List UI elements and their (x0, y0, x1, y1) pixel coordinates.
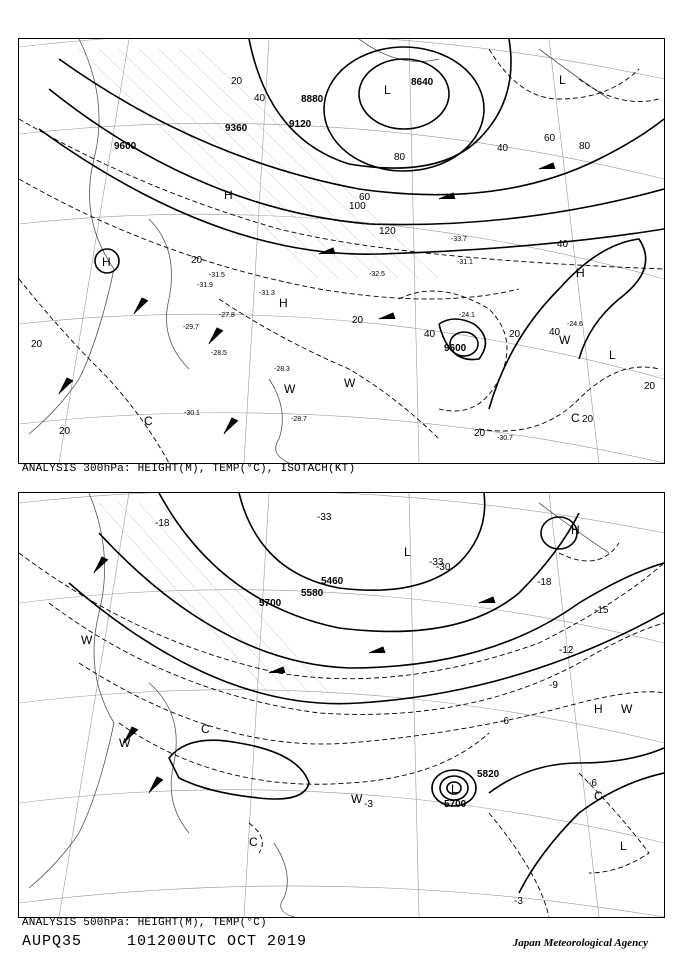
isotach-label: 80 (394, 152, 406, 163)
isotach-label: 20 (509, 329, 521, 340)
warm-center: W (344, 376, 356, 390)
temp-label: -28.5 (211, 350, 227, 357)
temp-label-group (183, 236, 583, 442)
isotach-label: 20 (191, 255, 203, 266)
temp-label: -33 (429, 557, 444, 568)
temp-label: -29.7 (183, 324, 199, 331)
warm-center: W (284, 382, 296, 396)
cold-center: C (201, 722, 210, 736)
isotach-label: 40 (254, 93, 266, 104)
temp-label: -3 (364, 799, 373, 810)
map-300hpa (19, 39, 664, 463)
cold-center: C (249, 835, 258, 849)
height-label: 5820 (477, 769, 500, 780)
cold-center: C (571, 411, 580, 425)
height-label: 5580 (301, 588, 324, 599)
height-label: 5700 (259, 598, 282, 609)
high-center: H (594, 702, 603, 716)
wind-barbs (59, 163, 555, 434)
temp-label: -27.8 (219, 312, 235, 319)
coastlines (29, 493, 609, 917)
chart-id: AUPQ35 (22, 933, 83, 950)
warm-center: W (351, 792, 363, 806)
graticule (19, 39, 664, 463)
high-center: H (576, 266, 585, 280)
height-label: 8640 (411, 77, 434, 88)
map-500hpa (19, 493, 664, 917)
chart-300hpa (18, 38, 665, 464)
high-center: H (279, 296, 288, 310)
temp-label: -6 (588, 778, 597, 789)
temp-label: -31.3 (259, 290, 275, 297)
high-center: H (571, 523, 580, 537)
temp-label: -24.1 (459, 312, 475, 319)
isotach-label: 20 (59, 426, 71, 437)
low-center: L (451, 782, 458, 796)
temp-label: -31.1 (457, 259, 473, 266)
isotach-label: 120 (379, 226, 396, 237)
agency-name: Japan Meteorological Agency (512, 937, 648, 949)
warm-center: W (119, 736, 131, 750)
hatch-region (99, 503, 329, 693)
temp-label: -32.5 (369, 271, 385, 278)
isotach-label: 20 (352, 315, 364, 326)
low-center: L (620, 839, 627, 853)
temp-label: -24.6 (567, 321, 583, 328)
height-label: 9360 (225, 123, 248, 134)
low-center: L (404, 545, 411, 559)
isotach-label: 80 (579, 141, 591, 152)
pressure-centers (102, 73, 616, 428)
height-label: 5700 (444, 799, 467, 810)
warm-center: W (559, 333, 571, 347)
height-label: 9600 (114, 141, 137, 152)
isotach-temp-lines (19, 49, 664, 463)
temp-label: -6 (500, 716, 509, 727)
high-center: H (102, 255, 111, 269)
isotach-label: 60 (544, 133, 556, 144)
cold-center: C (594, 789, 603, 803)
temp-label: -9 (549, 680, 558, 691)
temp-label: -28.7 (291, 416, 307, 423)
valid-time: 101200UTC OCT 2019 (127, 933, 308, 950)
temp-label: -12 (559, 645, 574, 656)
temp-label: -33.7 (451, 236, 467, 243)
isotach-label: 40 (497, 143, 509, 154)
height-contours (69, 493, 664, 893)
isotach-label: 20 (231, 76, 243, 87)
temp-label: -18 (537, 577, 552, 588)
isotach-label: 20 (582, 414, 594, 425)
temp-label: -28.3 (274, 366, 290, 373)
caption-300hpa: ANALYSIS 300hPa: HEIGHT(M), TEMP(°C), ISOTACH(KT) (22, 463, 356, 475)
temp-label: -31.9 (197, 282, 213, 289)
temp-label: -30.7 (497, 435, 513, 442)
isotach-label: 40 (424, 329, 436, 340)
temp-label-group (155, 512, 609, 907)
temp-label: -3 (514, 896, 523, 907)
low-center: L (609, 348, 616, 362)
isotach-label: 20 (474, 428, 486, 439)
isotach-label: 40 (549, 327, 561, 338)
chart-500hpa (18, 492, 665, 918)
isotach-label: 60 (359, 192, 371, 203)
temp-label: -30 (436, 562, 451, 573)
isotach-label: 20 (31, 339, 43, 350)
temp-label: -33 (317, 512, 332, 523)
temp-label: -15 (594, 605, 609, 616)
height-label: 9600 (444, 343, 467, 354)
height-contours (39, 39, 664, 409)
high-center: H (224, 188, 233, 202)
caption-500hpa: ANALYSIS 500hPa: HEIGHT(M), TEMP(°C) (22, 917, 267, 929)
height-label: 9120 (289, 119, 312, 130)
isotach-label: 100 (349, 201, 366, 212)
isotach-label: 40 (557, 239, 569, 250)
height-label: 5460 (321, 576, 344, 587)
temp-lines (19, 543, 664, 917)
warm-center: W (81, 633, 93, 647)
isotach-label: 20 (644, 381, 656, 392)
temp-label: -18 (155, 518, 170, 529)
height-label-group (259, 576, 500, 810)
low-center: L (559, 73, 566, 87)
temp-label: -31.5 (209, 272, 225, 279)
cold-center: C (144, 414, 153, 428)
temp-label: -30.1 (184, 410, 200, 417)
height-label: 8880 (301, 94, 324, 105)
low-center: L (384, 83, 391, 97)
warm-center: W (621, 702, 633, 716)
